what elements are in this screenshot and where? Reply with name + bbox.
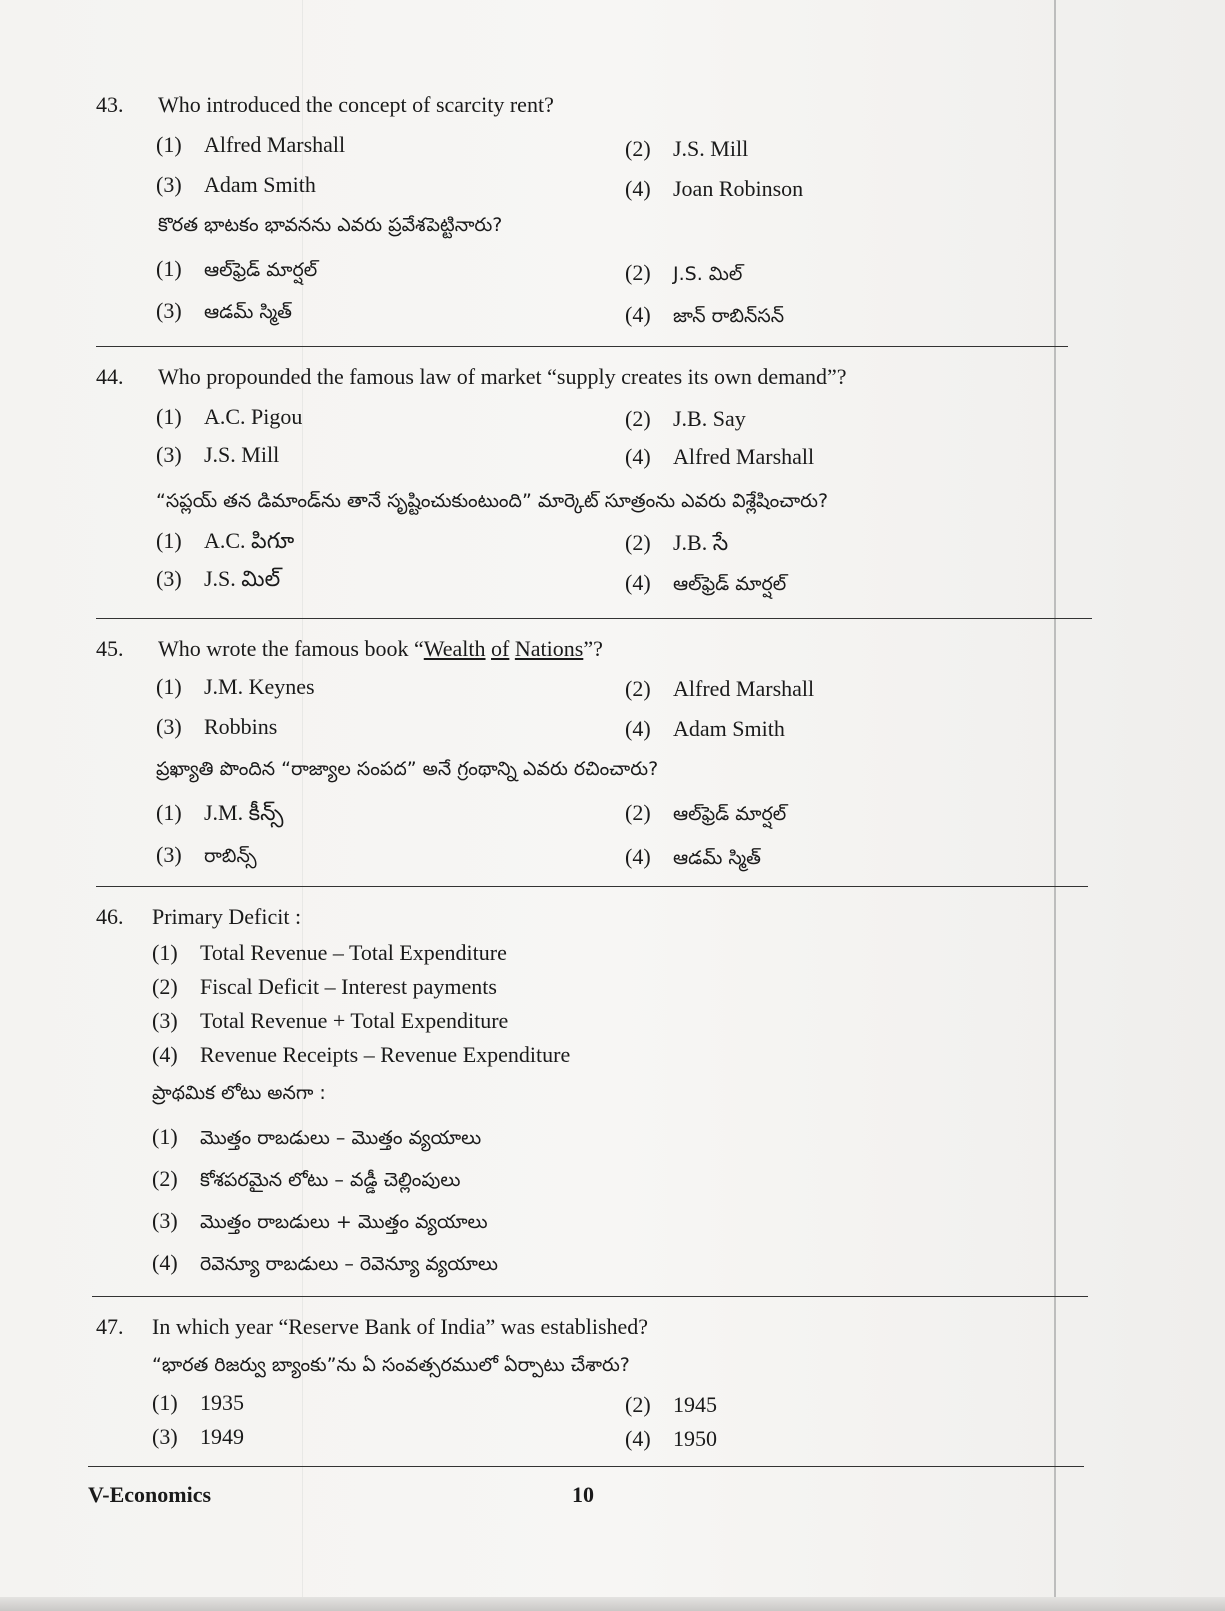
question-text-en: Primary Deficit :: [152, 904, 302, 929]
question-text-te: “సప్లయ్ తన డిమాండ్‌ను తానే సృష్టించుకుంటుంది” మార్కెట్ సూత్రంను ఎవరు విశ్లేషించారు?: [156, 490, 829, 512]
option-2-en: (2) Fiscal Deficit – Interest payments: [152, 974, 497, 999]
option-2-te: (2) ఆల్‌ఫ్రెడ్ మార్షల్: [625, 800, 787, 825]
option-4-en: (4) Adam Smith: [625, 716, 785, 741]
option-4-te: (4) ఆడమ్ స్మిత్: [625, 844, 761, 869]
option-1: (1) 1935: [152, 1390, 244, 1415]
page-margin-line: [1054, 0, 1056, 1611]
question-number: 47.: [96, 1314, 124, 1339]
question-separator: [96, 618, 1092, 619]
option-4-en: (4) Alfred Marshall: [625, 444, 815, 469]
option-2-te: (2) J.S. మిల్: [625, 260, 743, 285]
question-text-en: Who introduced the concept of scarcity rent?: [158, 92, 554, 117]
option-4-en: (4) Revenue Receipts – Revenue Expenditure: [152, 1042, 571, 1067]
option-3-te: (3) మొత్తం రాబడులు + మొత్తం వ్యయాలు: [152, 1208, 488, 1233]
option-4-en: (4) Joan Robinson: [625, 176, 804, 201]
question-text-te: “భారత రిజర్వు బ్యాంకు”ను ఏ సంవత్సరములో ఏర్పాటు చేశారు?: [152, 1354, 630, 1376]
option-2: (2) 1945: [625, 1392, 717, 1417]
option-3-en: (3) Total Revenue + Total Expenditure: [152, 1008, 509, 1033]
option-1-te: (1) మొత్తం రాబడులు – మొత్తం వ్యయాలు: [152, 1124, 482, 1149]
option-2-te: (2) J.B. సే: [625, 530, 729, 555]
question-text-en: Who propounded the famous law of market “supply creates its own demand”?: [158, 364, 847, 389]
footer-separator: [88, 1466, 1084, 1467]
option-1-en: (1) A.C. Pigou: [156, 404, 303, 429]
page-bottom-edge: [0, 1597, 1225, 1611]
option-4-te: (4) రెవెన్యూ రాబడులు – రెవెన్యూ వ్యయాలు: [152, 1250, 498, 1275]
option-4-te: (4) జాన్ రాబిన్‌సన్: [625, 302, 785, 327]
question-number: 46.: [96, 904, 124, 929]
option-1-te: (1) J.M. కీన్స్: [156, 800, 284, 825]
option-1-te: (1) A.C. పిగూ: [156, 528, 295, 553]
option-2-te: (2) కోశపరమైన లోటు – వడ్డీ చెల్లింపులు: [152, 1166, 461, 1191]
page-number: 10: [572, 1482, 594, 1507]
option-3-te: (3) రాబిన్స్: [156, 842, 257, 867]
option-3-en: (3) Adam Smith: [156, 172, 316, 197]
question-number: 44.: [96, 364, 124, 389]
footer-subject: V-Economics: [88, 1482, 212, 1507]
question-separator: [92, 1296, 1088, 1297]
option-1-en: (1) Alfred Marshall: [156, 132, 346, 157]
option-2-en: (2) Alfred Marshall: [625, 676, 815, 701]
option-2-en: (2) J.S. Mill: [625, 136, 749, 161]
question-separator: [96, 346, 1068, 347]
option-4: (4) 1950: [625, 1426, 717, 1451]
option-3-en: (3) Robbins: [156, 714, 278, 739]
option-3-te: (3) ఆడమ్ స్మిత్: [156, 298, 292, 323]
option-1-te: (1) ఆల్‌ఫ్రెడ్ మార్షల్: [156, 256, 318, 281]
option-3-en: (3) J.S. Mill: [156, 442, 280, 467]
question-number: 43.: [96, 92, 124, 117]
option-4-te: (4) ఆల్‌ఫ్రెడ్ మార్షల్: [625, 570, 787, 595]
option-1-en: (1) Total Revenue – Total Expenditure: [152, 940, 507, 965]
question-text-te: ప్రాథమిక లోటు అనగా :: [152, 1082, 326, 1104]
question-separator: [96, 886, 1088, 887]
option-3: (3) 1949: [152, 1424, 244, 1449]
option-1-en: (1) J.M. Keynes: [156, 674, 315, 699]
question-text-en: Who wrote the famous book “Wealth of Nations”?: [158, 636, 603, 661]
question-number: 45.: [96, 636, 124, 661]
question-text-en: In which year “Reserve Bank of India” was established?: [152, 1314, 649, 1339]
question-text-te: ప్రఖ్యాతి పొందిన “రాజ్యాల సంపద” అనే గ్రంథాన్ని ఎవరు రచించారు?: [156, 758, 659, 780]
question-text-te: కొరత భాటకం భావనను ఎవరు ప్రవేశపెట్టినారు?: [158, 214, 503, 236]
option-2-en: (2) J.B. Say: [625, 406, 746, 431]
option-3-te: (3) J.S. మిల్: [156, 566, 281, 591]
